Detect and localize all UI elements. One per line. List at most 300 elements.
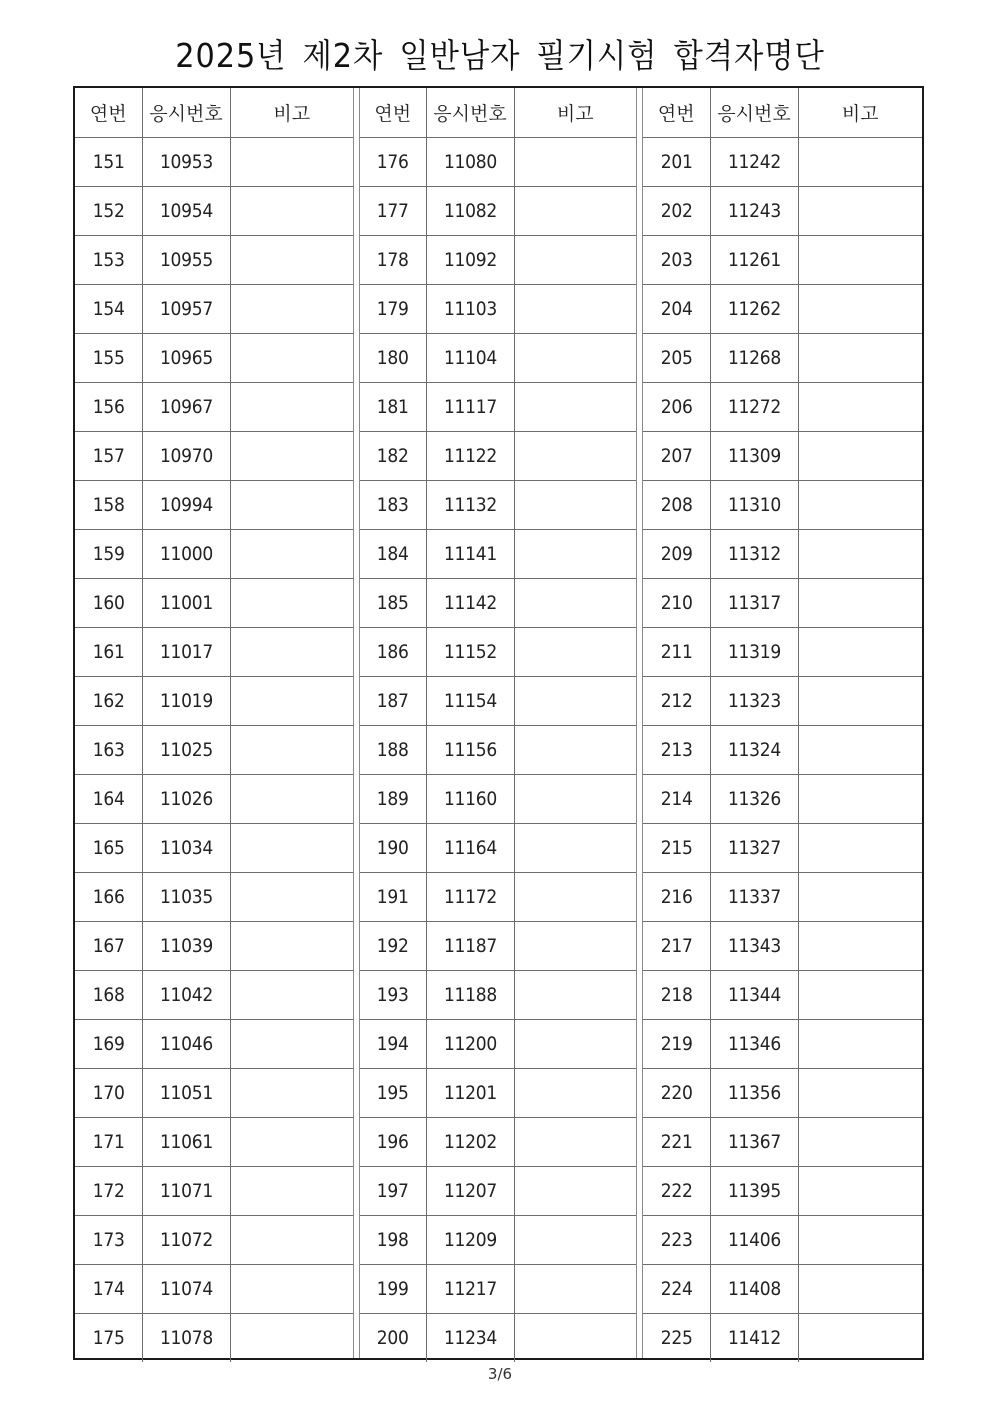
seq-cell-text: 181 bbox=[376, 395, 409, 418]
remarks-cell bbox=[798, 774, 922, 823]
exam-number-cell-text: 11122 bbox=[443, 444, 497, 467]
exam-number-cell-text: 11156 bbox=[443, 738, 497, 761]
exam-number-cell bbox=[426, 186, 514, 235]
exam-number-cell bbox=[142, 676, 230, 725]
seq-cell-text: 211 bbox=[660, 640, 693, 663]
table-row bbox=[75, 578, 353, 627]
exam-number-cell-text: 11141 bbox=[443, 542, 497, 565]
exam-number-cell-text: 11019 bbox=[159, 689, 213, 712]
remarks-cell bbox=[230, 137, 353, 186]
exam-number-cell-text: 11164 bbox=[443, 836, 497, 859]
table-row bbox=[360, 1313, 636, 1362]
seq-cell bbox=[75, 137, 142, 186]
exam-number-cell-text: 11207 bbox=[443, 1179, 497, 1202]
seq-cell-text: 183 bbox=[376, 493, 409, 516]
seq-cell-text: 208 bbox=[660, 493, 693, 516]
remarks-cell bbox=[514, 970, 636, 1019]
remarks-cell bbox=[798, 529, 922, 578]
seq-cell-text: 203 bbox=[660, 248, 693, 271]
seq-cell-text: 162 bbox=[92, 689, 125, 712]
remarks-cell bbox=[514, 529, 636, 578]
table-row bbox=[643, 578, 922, 627]
remarks-cell bbox=[230, 1019, 353, 1068]
exam-number-cell-text: 11046 bbox=[159, 1032, 213, 1055]
seq-cell-text: 195 bbox=[376, 1081, 409, 1104]
seq-cell-text: 176 bbox=[376, 150, 409, 173]
table-row bbox=[643, 529, 922, 578]
remarks-cell bbox=[798, 480, 922, 529]
seq-cell bbox=[643, 823, 710, 872]
remarks-cell bbox=[514, 725, 636, 774]
exam-number-cell-text: 11272 bbox=[727, 395, 781, 418]
table-row bbox=[360, 970, 636, 1019]
seq-cell bbox=[360, 1264, 426, 1313]
exam-number-cell bbox=[142, 872, 230, 921]
table-row bbox=[360, 823, 636, 872]
exam-number-cell bbox=[710, 1166, 798, 1215]
seq-cell-text: 187 bbox=[376, 689, 409, 712]
table-row bbox=[643, 1313, 922, 1362]
remarks-cell bbox=[230, 872, 353, 921]
remarks-cell bbox=[514, 774, 636, 823]
exam-number-cell bbox=[426, 1264, 514, 1313]
remarks-cell bbox=[230, 627, 353, 676]
remarks-cell bbox=[798, 1019, 922, 1068]
seq-cell-text: 204 bbox=[660, 297, 693, 320]
seq-cell bbox=[643, 1166, 710, 1215]
results-grid bbox=[360, 88, 636, 1362]
table-row bbox=[360, 872, 636, 921]
table-row bbox=[643, 382, 922, 431]
seq-cell-text: 219 bbox=[660, 1032, 693, 1055]
exam-number-cell-text: 11323 bbox=[727, 689, 781, 712]
remarks-cell bbox=[798, 578, 922, 627]
exam-number-cell-text: 11074 bbox=[159, 1277, 213, 1300]
seq-cell bbox=[643, 529, 710, 578]
exam-number-cell-text: 11117 bbox=[443, 395, 497, 418]
remarks-cell bbox=[798, 186, 922, 235]
header-seq: 연번 bbox=[75, 88, 142, 137]
table-row bbox=[643, 1068, 922, 1117]
exam-number-cell bbox=[142, 431, 230, 480]
exam-number-cell-text: 10994 bbox=[159, 493, 213, 516]
remarks-cell bbox=[230, 431, 353, 480]
exam-number-cell bbox=[426, 1117, 514, 1166]
seq-cell-text: 153 bbox=[92, 248, 125, 271]
exam-number-cell-text: 11319 bbox=[727, 640, 781, 663]
exam-number-cell-text: 11317 bbox=[727, 591, 781, 614]
remarks-cell bbox=[798, 333, 922, 382]
exam-number-cell bbox=[710, 529, 798, 578]
remarks-cell bbox=[514, 284, 636, 333]
seq-cell-text: 171 bbox=[92, 1130, 125, 1153]
table-row bbox=[360, 1117, 636, 1166]
exam-number-cell-text: 11034 bbox=[159, 836, 213, 859]
exam-number-cell bbox=[426, 676, 514, 725]
exam-number-cell bbox=[710, 774, 798, 823]
group-separator bbox=[353, 88, 360, 1358]
exam-number-cell bbox=[426, 823, 514, 872]
table-row bbox=[643, 970, 922, 1019]
table-row bbox=[75, 186, 353, 235]
seq-cell-text: 189 bbox=[376, 787, 409, 810]
exam-number-cell bbox=[710, 382, 798, 431]
exam-number-cell-text: 11337 bbox=[727, 885, 781, 908]
exam-number-cell bbox=[426, 578, 514, 627]
remarks-cell bbox=[230, 235, 353, 284]
exam-number-cell bbox=[142, 333, 230, 382]
table-row bbox=[643, 725, 922, 774]
exam-number-cell bbox=[426, 725, 514, 774]
table-row bbox=[75, 872, 353, 921]
seq-cell bbox=[75, 1019, 142, 1068]
table-row bbox=[360, 774, 636, 823]
seq-cell-text: 164 bbox=[92, 787, 125, 810]
exam-number-cell bbox=[710, 676, 798, 725]
seq-cell-text: 178 bbox=[376, 248, 409, 271]
exam-number-cell-text: 11051 bbox=[159, 1081, 213, 1104]
table-row bbox=[75, 431, 353, 480]
table-row bbox=[75, 1166, 353, 1215]
table-row bbox=[643, 137, 922, 186]
table-row bbox=[75, 1215, 353, 1264]
table-row bbox=[75, 529, 353, 578]
exam-number-cell-text: 11061 bbox=[159, 1130, 213, 1153]
remarks-cell bbox=[514, 1068, 636, 1117]
seq-cell-text: 182 bbox=[376, 444, 409, 467]
seq-cell bbox=[75, 480, 142, 529]
page-title: 2025년 제2차 일반남자 필기시험 합격자명단 bbox=[175, 36, 825, 75]
remarks-cell bbox=[514, 1215, 636, 1264]
seq-cell bbox=[360, 1166, 426, 1215]
remarks-cell bbox=[514, 186, 636, 235]
exam-number-cell-text: 11234 bbox=[443, 1326, 497, 1349]
exam-number-cell-text: 11152 bbox=[443, 640, 497, 663]
seq-cell-text: 168 bbox=[92, 983, 125, 1006]
table-row bbox=[360, 186, 636, 235]
seq-cell-text: 175 bbox=[92, 1326, 125, 1349]
exam-number-cell-text: 11187 bbox=[443, 934, 497, 957]
table-row bbox=[360, 725, 636, 774]
exam-number-cell-text: 11201 bbox=[443, 1081, 497, 1104]
seq-cell bbox=[643, 1019, 710, 1068]
table-row bbox=[75, 333, 353, 382]
seq-cell bbox=[360, 627, 426, 676]
table-row bbox=[360, 382, 636, 431]
exam-number-cell bbox=[142, 480, 230, 529]
remarks-cell bbox=[798, 627, 922, 676]
exam-number-cell bbox=[142, 725, 230, 774]
exam-number-cell-text: 11188 bbox=[443, 983, 497, 1006]
seq-cell-text: 217 bbox=[660, 934, 693, 957]
exam-number-cell bbox=[426, 627, 514, 676]
exam-number-cell-text: 11080 bbox=[443, 150, 497, 173]
seq-cell bbox=[75, 186, 142, 235]
exam-number-cell bbox=[710, 970, 798, 1019]
remarks-cell bbox=[798, 235, 922, 284]
exam-number-cell bbox=[426, 333, 514, 382]
seq-cell-text: 172 bbox=[92, 1179, 125, 1202]
exam-number-cell-text: 11217 bbox=[443, 1277, 497, 1300]
exam-number-cell bbox=[142, 774, 230, 823]
seq-cell bbox=[75, 921, 142, 970]
seq-cell bbox=[75, 284, 142, 333]
remarks-cell bbox=[230, 578, 353, 627]
seq-cell bbox=[360, 186, 426, 235]
table-row bbox=[75, 970, 353, 1019]
table-row bbox=[75, 1313, 353, 1362]
exam-number-cell bbox=[426, 872, 514, 921]
exam-number-cell bbox=[142, 137, 230, 186]
seq-cell bbox=[360, 676, 426, 725]
table-row bbox=[643, 333, 922, 382]
exam-number-cell bbox=[710, 921, 798, 970]
table-row bbox=[75, 1068, 353, 1117]
remarks-cell bbox=[230, 823, 353, 872]
remarks-cell bbox=[798, 284, 922, 333]
exam-number-cell-text: 11142 bbox=[443, 591, 497, 614]
seq-cell bbox=[75, 1068, 142, 1117]
remarks-cell bbox=[514, 823, 636, 872]
seq-cell bbox=[75, 1166, 142, 1215]
header-exam-number: 응시번호 bbox=[710, 88, 798, 137]
exam-number-cell bbox=[426, 1068, 514, 1117]
seq-cell bbox=[643, 382, 710, 431]
seq-cell-text: 202 bbox=[660, 199, 693, 222]
exam-number-cell-text: 11132 bbox=[443, 493, 497, 516]
seq-cell bbox=[643, 970, 710, 1019]
exam-number-cell-text: 11172 bbox=[443, 885, 497, 908]
header-seq: 연번 bbox=[360, 88, 426, 137]
results-grid bbox=[643, 88, 922, 1362]
table-row bbox=[643, 872, 922, 921]
table-row bbox=[75, 921, 353, 970]
results-table bbox=[73, 86, 924, 1360]
seq-cell-text: 188 bbox=[376, 738, 409, 761]
remarks-cell bbox=[798, 921, 922, 970]
remarks-cell bbox=[514, 1166, 636, 1215]
seq-cell-text: 220 bbox=[660, 1081, 693, 1104]
exam-number-cell-text: 10954 bbox=[159, 199, 213, 222]
remarks-cell bbox=[514, 1019, 636, 1068]
remarks-cell bbox=[230, 284, 353, 333]
seq-cell bbox=[75, 382, 142, 431]
exam-number-cell-text: 11262 bbox=[727, 297, 781, 320]
seq-cell-text: 152 bbox=[92, 199, 125, 222]
seq-cell-text: 185 bbox=[376, 591, 409, 614]
exam-number-cell-text: 11154 bbox=[443, 689, 497, 712]
exam-number-cell bbox=[710, 1019, 798, 1068]
seq-cell bbox=[643, 1117, 710, 1166]
exam-number-cell-text: 11209 bbox=[443, 1228, 497, 1251]
exam-number-cell bbox=[426, 1166, 514, 1215]
seq-cell bbox=[75, 1264, 142, 1313]
remarks-cell bbox=[798, 1117, 922, 1166]
table-row bbox=[75, 1264, 353, 1313]
seq-cell bbox=[360, 235, 426, 284]
exam-number-cell-text: 11042 bbox=[159, 983, 213, 1006]
remarks-cell bbox=[514, 1313, 636, 1362]
header-remarks: 비고 bbox=[514, 88, 636, 137]
exam-number-cell-text: 11395 bbox=[727, 1179, 781, 1202]
seq-cell bbox=[75, 1215, 142, 1264]
seq-cell bbox=[75, 872, 142, 921]
table-row bbox=[75, 382, 353, 431]
column-group-1 bbox=[75, 88, 353, 1358]
seq-cell bbox=[360, 137, 426, 186]
exam-number-cell bbox=[710, 137, 798, 186]
exam-number-cell-text: 11408 bbox=[727, 1277, 781, 1300]
exam-number-cell-text: 11001 bbox=[159, 591, 213, 614]
exam-number-cell bbox=[142, 1068, 230, 1117]
table-row bbox=[360, 284, 636, 333]
seq-cell-text: 177 bbox=[376, 199, 409, 222]
exam-number-cell-text: 10955 bbox=[159, 248, 213, 271]
seq-cell-text: 224 bbox=[660, 1277, 693, 1300]
exam-number-cell-text: 11367 bbox=[727, 1130, 781, 1153]
remarks-cell bbox=[798, 1264, 922, 1313]
table-row bbox=[75, 1019, 353, 1068]
exam-number-cell bbox=[426, 284, 514, 333]
table-row bbox=[360, 480, 636, 529]
remarks-cell bbox=[798, 823, 922, 872]
seq-cell bbox=[75, 235, 142, 284]
exam-number-cell bbox=[426, 1019, 514, 1068]
exam-number-cell bbox=[426, 1313, 514, 1362]
seq-cell bbox=[360, 1215, 426, 1264]
seq-cell bbox=[360, 480, 426, 529]
exam-number-cell bbox=[426, 235, 514, 284]
seq-cell bbox=[360, 284, 426, 333]
exam-number-cell bbox=[142, 1215, 230, 1264]
seq-cell bbox=[75, 823, 142, 872]
exam-number-cell-text: 11243 bbox=[727, 199, 781, 222]
seq-cell-text: 179 bbox=[376, 297, 409, 320]
exam-number-cell-text: 11103 bbox=[443, 297, 497, 320]
seq-cell bbox=[75, 529, 142, 578]
seq-cell bbox=[75, 578, 142, 627]
seq-cell bbox=[360, 1313, 426, 1362]
seq-cell-text: 200 bbox=[376, 1326, 409, 1349]
seq-cell bbox=[643, 1264, 710, 1313]
remarks-cell bbox=[230, 774, 353, 823]
table-row bbox=[360, 921, 636, 970]
seq-cell bbox=[643, 774, 710, 823]
remarks-cell bbox=[514, 676, 636, 725]
seq-cell bbox=[360, 774, 426, 823]
seq-cell-text: 193 bbox=[376, 983, 409, 1006]
seq-cell-text: 213 bbox=[660, 738, 693, 761]
exam-number-cell bbox=[142, 284, 230, 333]
exam-number-cell bbox=[142, 1264, 230, 1313]
table-row bbox=[75, 480, 353, 529]
table-row bbox=[360, 1215, 636, 1264]
remarks-cell bbox=[230, 480, 353, 529]
exam-number-cell-text: 11200 bbox=[443, 1032, 497, 1055]
exam-number-cell bbox=[710, 1215, 798, 1264]
remarks-cell bbox=[514, 1117, 636, 1166]
seq-cell-text: 225 bbox=[660, 1326, 693, 1349]
seq-cell bbox=[643, 1313, 710, 1362]
column-group-2 bbox=[360, 88, 636, 1358]
exam-number-cell bbox=[710, 431, 798, 480]
seq-cell bbox=[360, 970, 426, 1019]
exam-number-cell bbox=[710, 235, 798, 284]
seq-cell bbox=[75, 431, 142, 480]
table-row bbox=[643, 284, 922, 333]
remarks-cell bbox=[798, 872, 922, 921]
remarks-cell bbox=[230, 970, 353, 1019]
exam-number-cell-text: 11309 bbox=[727, 444, 781, 467]
exam-number-cell bbox=[142, 921, 230, 970]
remarks-cell bbox=[230, 1068, 353, 1117]
remarks-cell bbox=[230, 1215, 353, 1264]
exam-number-cell-text: 11039 bbox=[159, 934, 213, 957]
seq-cell bbox=[75, 970, 142, 1019]
remarks-cell bbox=[230, 725, 353, 774]
seq-cell-text: 196 bbox=[376, 1130, 409, 1153]
exam-number-cell bbox=[426, 774, 514, 823]
exam-number-cell bbox=[710, 1264, 798, 1313]
remarks-cell bbox=[230, 333, 353, 382]
exam-number-cell bbox=[710, 1313, 798, 1362]
header-exam-number: 응시번호 bbox=[426, 88, 514, 137]
seq-cell bbox=[360, 529, 426, 578]
exam-number-cell-text: 11071 bbox=[159, 1179, 213, 1202]
remarks-cell bbox=[514, 431, 636, 480]
table-row bbox=[360, 137, 636, 186]
seq-cell-text: 214 bbox=[660, 787, 693, 810]
remarks-cell bbox=[514, 382, 636, 431]
seq-cell-text: 191 bbox=[376, 885, 409, 908]
exam-number-cell-text: 11092 bbox=[443, 248, 497, 271]
seq-cell bbox=[360, 872, 426, 921]
remarks-cell bbox=[514, 921, 636, 970]
seq-cell-text: 209 bbox=[660, 542, 693, 565]
exam-number-cell-text: 11000 bbox=[159, 542, 213, 565]
seq-cell-text: 161 bbox=[92, 640, 125, 663]
results-grid bbox=[75, 88, 353, 1362]
exam-number-cell bbox=[426, 1215, 514, 1264]
exam-number-cell-text: 11242 bbox=[727, 150, 781, 173]
table-row bbox=[360, 1166, 636, 1215]
exam-number-cell-text: 11261 bbox=[727, 248, 781, 271]
seq-cell-text: 190 bbox=[376, 836, 409, 859]
exam-number-cell bbox=[426, 480, 514, 529]
exam-number-cell-text: 11017 bbox=[159, 640, 213, 663]
seq-cell bbox=[360, 382, 426, 431]
exam-number-cell bbox=[142, 970, 230, 1019]
exam-number-cell bbox=[710, 872, 798, 921]
seq-cell-text: 197 bbox=[376, 1179, 409, 1202]
exam-number-cell-text: 11344 bbox=[727, 983, 781, 1006]
exam-number-cell-text: 11082 bbox=[443, 199, 497, 222]
exam-number-cell bbox=[710, 627, 798, 676]
seq-cell bbox=[643, 1068, 710, 1117]
exam-number-cell bbox=[142, 578, 230, 627]
exam-number-cell bbox=[710, 1117, 798, 1166]
exam-number-cell-text: 11160 bbox=[443, 787, 497, 810]
header-seq: 연번 bbox=[643, 88, 710, 137]
exam-number-cell bbox=[710, 186, 798, 235]
table-row bbox=[75, 823, 353, 872]
seq-cell bbox=[75, 774, 142, 823]
exam-number-cell-text: 10957 bbox=[159, 297, 213, 320]
seq-cell-text: 151 bbox=[92, 150, 125, 173]
table-row bbox=[643, 774, 922, 823]
exam-number-cell bbox=[710, 725, 798, 774]
table-row bbox=[643, 1019, 922, 1068]
